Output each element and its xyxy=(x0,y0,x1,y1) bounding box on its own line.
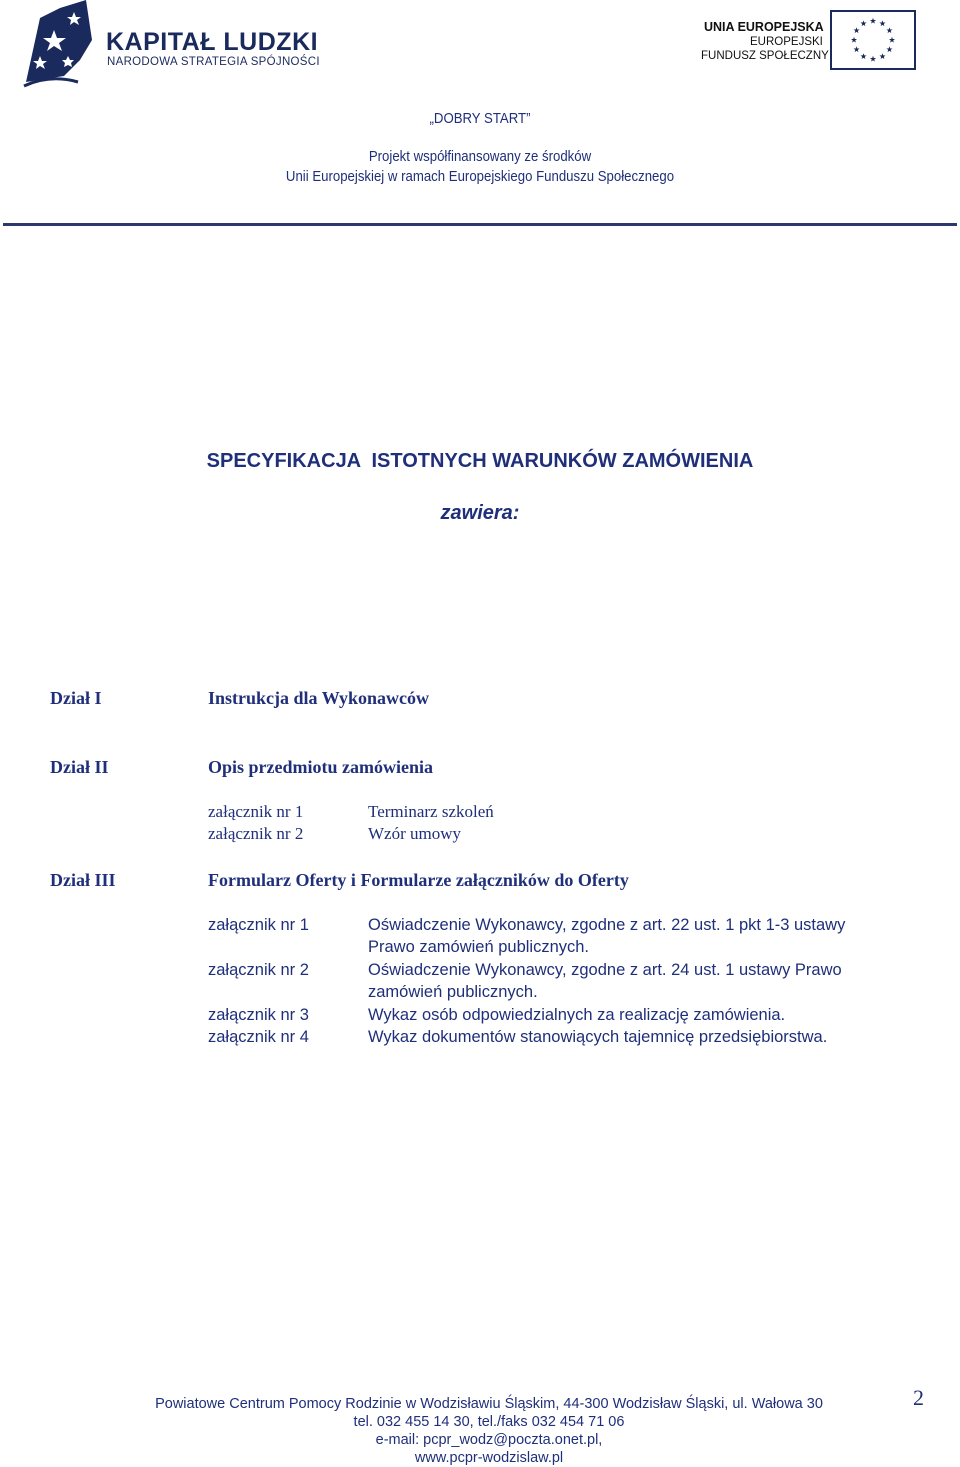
section-2-attachment-2-number: załącznik nr 2 xyxy=(208,824,304,843)
section-3-attachment-1-description-cont: Prawo zamówień publicznych. xyxy=(368,938,590,956)
section-2-attachment-2-description: Wzór umowy xyxy=(368,824,462,843)
kapital-ludzki-title: KAPITAŁ LUDZKI xyxy=(106,28,319,56)
footer-email: e-mail: pcpr_wodz@poczta.onet.pl, xyxy=(375,1432,603,1448)
section-2-attachment-1-number: załącznik nr 1 xyxy=(208,802,304,821)
section-3-attachment-2-description: Oświadczenie Wykonawcy, zgodne z art. 24 ust. 1 ustawy Prawo xyxy=(368,961,842,979)
section-2-title: Opis przedmiotu zamówienia xyxy=(208,757,433,777)
section-3-label: Dział III xyxy=(50,870,116,890)
document-subtitle: zawiera: xyxy=(440,502,520,524)
section-3-attachment-2-number: załącznik nr 2 xyxy=(208,961,309,979)
section-3-attachment-4-number: załącznik nr 4 xyxy=(208,1028,309,1046)
footer-website: www.pcpr-wodzislaw.pl xyxy=(414,1450,564,1466)
section-1-title: Instrukcja dla Wykonawców xyxy=(208,688,430,708)
eu-logo xyxy=(690,10,920,72)
eu-logo-line1: UNIA EUROPEJSKA xyxy=(704,20,824,34)
footer-phone: tel. 032 455 14 30, tel./faks 032 454 71 06 xyxy=(353,1414,625,1430)
eu-logo-line3: FUNDUSZ SPOŁECZNY xyxy=(701,50,829,62)
eu-logo-line2: EUROPEJSKI xyxy=(750,36,823,48)
document-title: SPECYFIKACJA ISTOTNYCH WARUNKÓW ZAMÓWIENIA xyxy=(206,450,754,472)
section-3-title: Formularz Oferty i Formularze załączników do Oferty xyxy=(208,870,629,890)
page-number: 2 xyxy=(913,1385,924,1410)
program-name: „DOBRY START” xyxy=(429,110,531,127)
header-divider xyxy=(3,223,957,226)
kapital-ludzki-logo xyxy=(20,0,320,90)
section-3-attachment-2-description-cont: zamówień publicznych. xyxy=(368,983,538,1001)
section-3-attachment-4-description: Wykaz dokumentów stanowiących tajemnicę przedsiębiorstwa. xyxy=(368,1028,828,1046)
section-3-attachment-1-description: Oświadczenie Wykonawcy, zgodne z art. 22 ust. 1 pkt 1-3 ustawy xyxy=(368,916,846,934)
section-3-attachment-3-number: załącznik nr 3 xyxy=(208,1006,309,1024)
footer-address: Powiatowe Centrum Pomocy Rodzinie w Wodzisławiu Śląskim, 44-300 Wodzisław Śląski, ul. Wałowa 30 xyxy=(155,1396,823,1412)
project-line-1: Projekt współfinansowany ze środków xyxy=(368,148,592,165)
section-2-attachment-1-description: Terminarz szkoleń xyxy=(368,802,494,821)
section-2-label: Dział II xyxy=(50,757,109,777)
section-3-attachment-3-description: Wykaz osób odpowiedzialnych za realizację zamówienia. xyxy=(368,1006,786,1024)
section-1-label: Dział I xyxy=(50,688,102,708)
kapital-ludzki-subtitle: NARODOWA STRATEGIA SPÓJNOŚCI xyxy=(107,56,320,68)
section-3-attachment-1-number: załącznik nr 1 xyxy=(208,916,309,934)
eu-flag-icon xyxy=(830,10,916,70)
kapital-ludzki-logo-icon xyxy=(20,0,106,90)
project-line-2: Unii Europejskiej w ramach Europejskiego Funduszu Społecznego xyxy=(285,168,675,185)
